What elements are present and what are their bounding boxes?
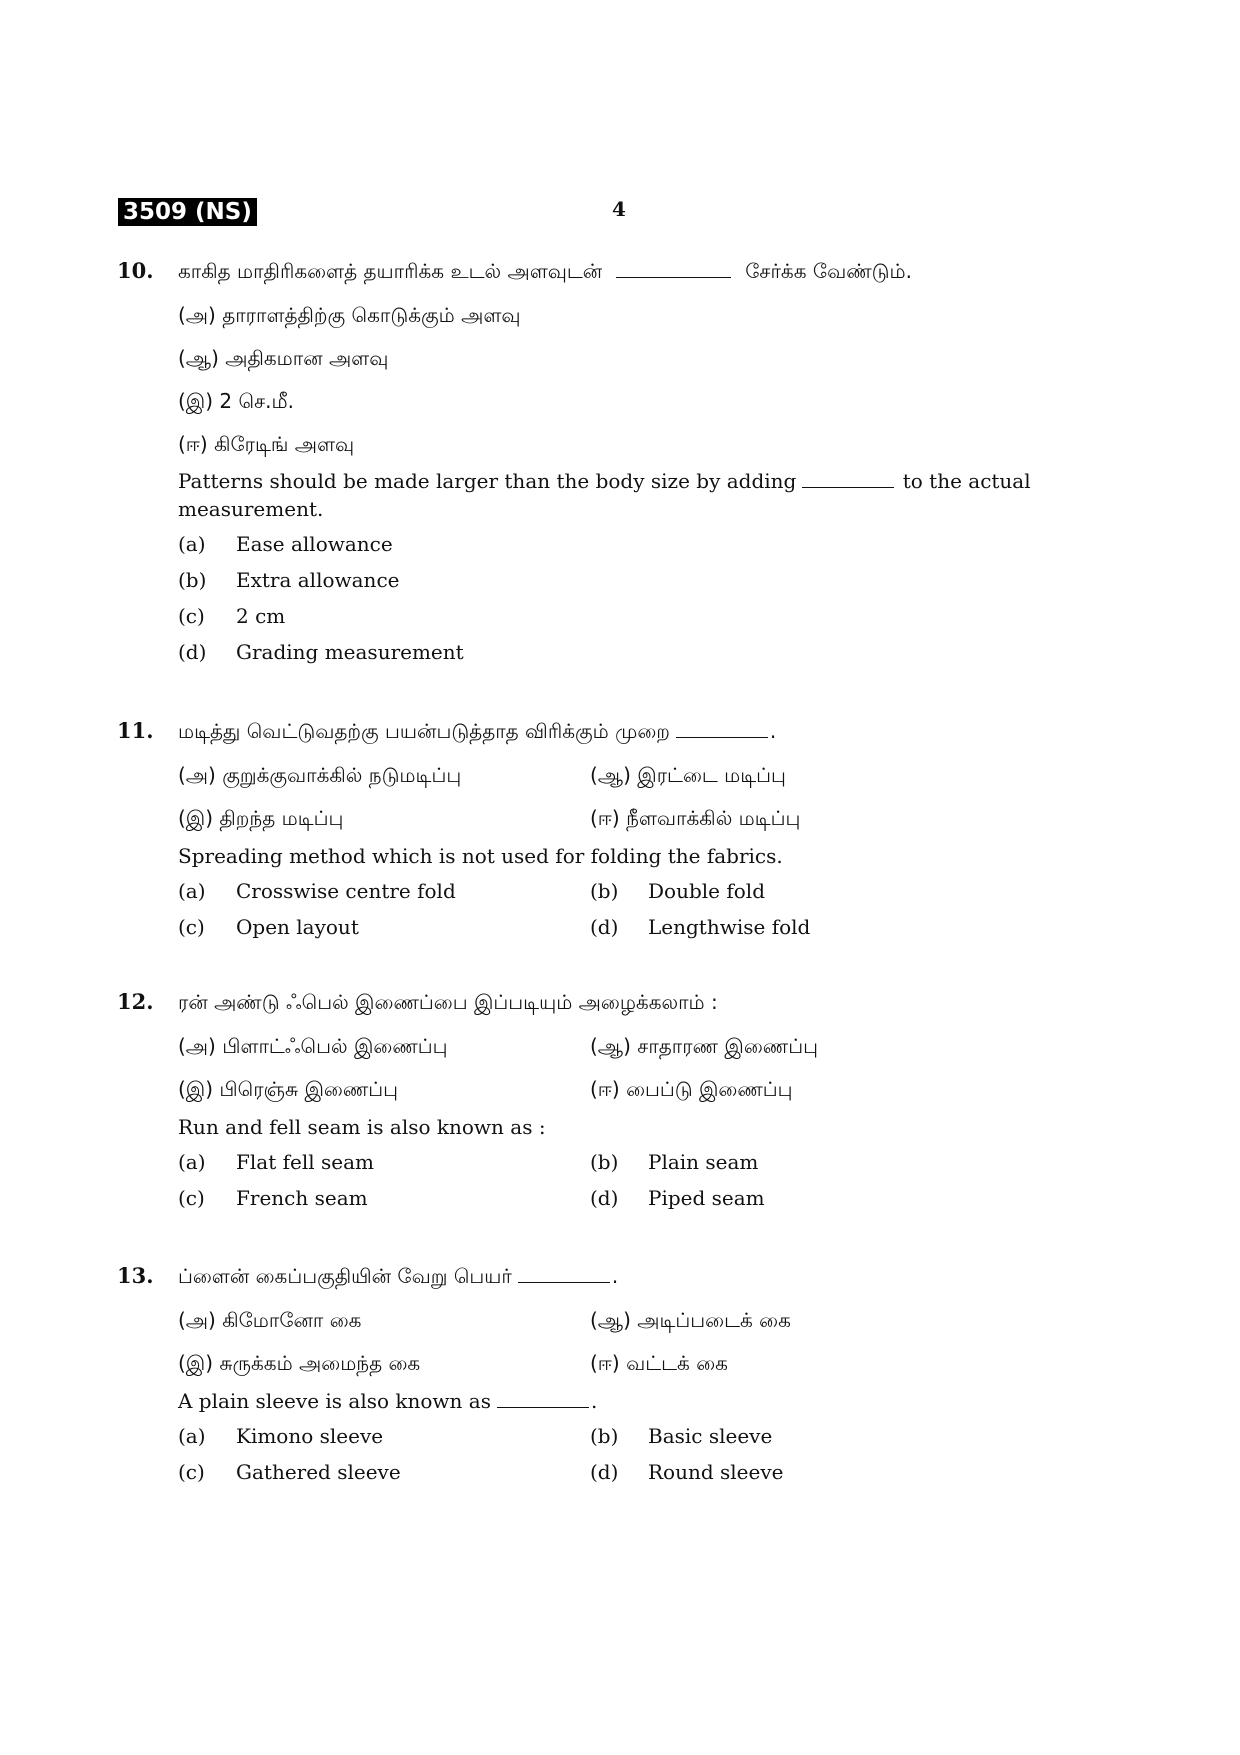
english-option-a: Flat fell seam: [236, 1150, 374, 1174]
english-option-c: French seam: [236, 1186, 368, 1210]
question-text-tamil: காகித மாதிரிகளைத் தயாரிக்க உடல் அளவுடன்: [178, 259, 603, 283]
english-option-b: Basic sleeve: [648, 1424, 773, 1448]
question-text-tamil: ப்ளைன் கைப்பகுதியின் வேறு பெயர்: [178, 1264, 512, 1288]
tamil-option-d: (ஈ) நீளவாக்கில் மடிப்பு: [590, 806, 801, 830]
tamil-option-d: (ஈ) கிரேடிங் அளவு: [178, 432, 355, 456]
question-text-tamil: மடித்து வெட்டுவதற்கு பயன்படுத்தாத விரிக்கும் முறை: [178, 719, 670, 743]
tamil-option-d: (ஈ) வட்டக் கை: [590, 1351, 728, 1375]
english-option-a: Kimono sleeve: [236, 1424, 384, 1448]
tamil-option-d: (ஈ) பைப்டு இணைப்பு: [590, 1077, 793, 1101]
tamil-option-c: (இ) திறந்த மடிப்பு: [178, 806, 344, 830]
question-text-english: A plain sleeve is also known as .: [178, 1389, 598, 1413]
tamil-option-c: (இ) சுருக்கம் அமைந்த கை: [178, 1351, 421, 1375]
tamil-option-b: (ஆ) அதிகமான அளவு: [178, 346, 389, 370]
tamil-option-a: (அ) பிளாட்ஃபெல் இணைப்பு: [178, 1034, 448, 1058]
english-option-b: Extra allowance: [236, 568, 400, 592]
english-option-d: Piped seam: [648, 1186, 765, 1210]
question-tamil: 13. ப்ளைன் கைப்பகுதியின் வேறு பெயர் .: [117, 1263, 619, 1288]
english-option-d: Lengthwise fold: [648, 915, 811, 939]
english-option-b: Plain seam: [648, 1150, 759, 1174]
tamil-option-a: (அ) தாராளத்திற்கு கொடுக்கும் அளவு: [178, 303, 521, 327]
question-tamil: 11. மடித்து வெட்டுவதற்கு பயன்படுத்தாத விரிக்கும் முறை .: [117, 718, 777, 743]
answer-blank: [518, 1262, 610, 1283]
english-option-a: Ease allowance: [236, 532, 393, 556]
question-tamil: [117, 257, 1077, 301]
tamil-option-c: (இ) பிரெஞ்சு இணைப்பு: [178, 1077, 399, 1101]
english-option-c: 2 cm: [236, 604, 286, 628]
question-tamil: [117, 988, 1077, 1032]
question-text-english: Spreading method which is not used for folding the fabrics.: [178, 844, 783, 868]
question-number: 12.: [117, 989, 154, 1014]
question-10: 10. காகித மாதிரிகளைத் தயாரிக்க உடல் அளவுடன் சேர்க்க வேண்டும். (அ) தாராளத்திற்கு கொடுக்கும் அளவு (ஆ) அதிகமான அளவு (இ) 2 செ.மீ. (ஈ) கிரேடிங் அளவு Patterns should be made larger than the body size by adding to the actual measurement. (a) Ease allowance (b) Extra allowance (c) 2 cm (d) Grading measurement: [117, 257, 1077, 674]
question-13: 13. ப்ளைன் கைப்பகுதியின் வேறு பெயர் . (அ) கிமோனோ கை (ஆ) அடிப்படைக் கை (இ) சுருக்கம் அமைந்த கை (ஈ) வட்டக் கை A plain sleeve is also known as . (a) Kimono sleeve (b) Basic sleeve (c) Gathered sleeve (d) Round sleeve: [117, 1262, 1077, 1494]
question-number: 10.: [117, 258, 154, 283]
answer-blank: [802, 467, 894, 488]
english-option-b: Double fold: [648, 879, 765, 903]
question-text-english: Run and fell seam is also known as :: [178, 1115, 546, 1139]
english-option-c: Gathered sleeve: [236, 1460, 401, 1484]
question-number: 11.: [117, 718, 154, 743]
answer-blank: [497, 1387, 589, 1408]
english-option-d: Grading measurement: [236, 640, 464, 664]
question-text-tamil-end: சேர்க்க வேண்டும்.: [745, 259, 912, 283]
tamil-option-b: (ஆ) இரட்டை மடிப்பு: [590, 763, 786, 787]
page-number: 4: [612, 197, 626, 221]
english-option-c: Open layout: [236, 915, 359, 939]
question-11: 11. மடித்து வெட்டுவதற்கு பயன்படுத்தாத விரிக்கும் முறை . (அ) குறுக்குவாக்கில் நடுமடிப்பு (ஆ) இரட்டை மடிப்பு (இ) திறந்த மடிப்பு (ஈ) நீளவாக்கில் மடிப்பு Spreading method which is not used for folding the fabrics. (a) Crosswise centre fold (b) Double fold (c) Open layout (d) Lengthwise fold: [117, 717, 1077, 949]
tamil-option-b: (ஆ) அடிப்படைக் கை: [590, 1308, 791, 1332]
answer-blank: [676, 717, 768, 738]
question-number: 13.: [117, 1263, 154, 1288]
paper-code: 3509 (NS): [118, 198, 257, 226]
question-text-english: Patterns should be made larger than the body size by adding to the actual: [178, 469, 1031, 493]
tamil-option-b: (ஆ) சாதாரண இணைப்பு: [590, 1034, 818, 1058]
english-option-a: Crosswise centre fold: [236, 879, 456, 903]
tamil-option-a: (அ) குறுக்குவாக்கில் நடுமடிப்பு: [178, 763, 462, 787]
question-12: 12. ரன் அண்டு ஃபெல் இணைப்பை இப்படியும் அழைக்கலாம் : (அ) பிளாட்ஃபெல் இணைப்பு (ஆ) சாதாரண இணைப்பு (இ) பிரெஞ்சு இணைப்பு (ஈ) பைப்டு இணைப்பு Run and fell seam is also known as : (a) Flat fell seam (b) Plain seam (c) French seam (d) Piped seam: [117, 988, 1077, 1220]
question-text-english-cont: measurement.: [178, 497, 324, 521]
question-text-tamil: ரன் அண்டு ஃபெல் இணைப்பை இப்படியும் அழைக்கலாம் :: [178, 990, 718, 1014]
tamil-option-c: (இ) 2 செ.மீ.: [178, 389, 295, 413]
english-option-d: Round sleeve: [648, 1460, 784, 1484]
answer-blank: [616, 257, 731, 278]
tamil-option-a: (அ) கிமோனோ கை: [178, 1308, 362, 1332]
